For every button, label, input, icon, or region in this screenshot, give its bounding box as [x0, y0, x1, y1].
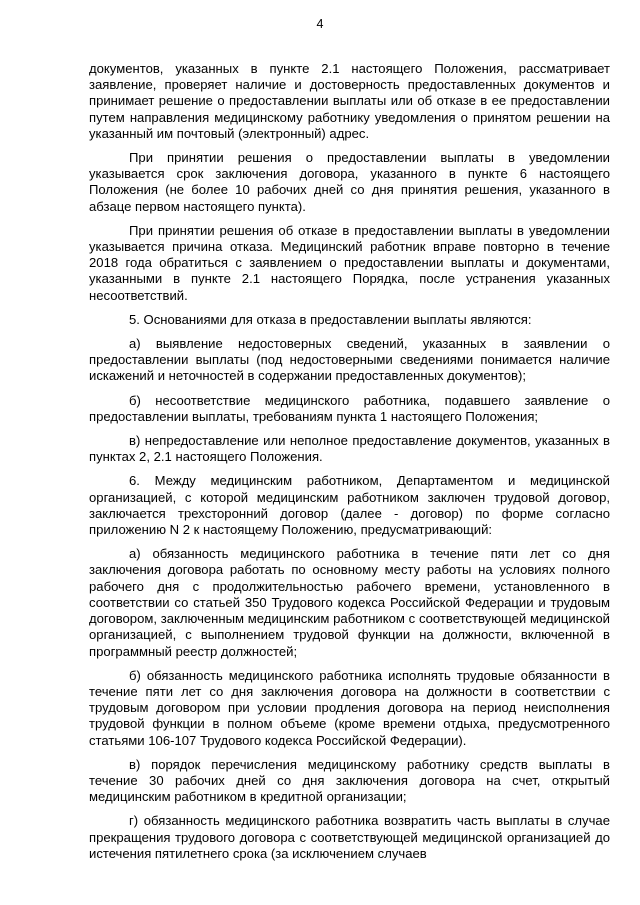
paragraph-6-item-c: в) порядок перечисления медицинскому работнику средств выплаты в течение 30 рабочих дней со дня заключения договора на счет, открытый медицинским работником в кредитной организации; [89, 756, 610, 805]
paragraph-5-item-c: в) непредоставление или неполное предоставление документов, указанных в пунктах 2, 2.1 настоящего Положения. [89, 433, 610, 465]
paragraph-continuation: документов, указанных в пункте 2.1 настоящего Положения, рассматривает заявление, проверяет наличие и достоверность предоставленных документов и принимает решение о предоставлении выплаты или об отказе в ее предоставлении путем направления медицинскому работнику уведомления о принятом решении на указанный им почтовый (электронный) адрес. [89, 61, 610, 141]
page-number: 4 [316, 17, 324, 31]
paragraph-6-item-b: б) обязанность медицинского работника исполнять трудовые обязанности в течение пяти лет со дня заключения договора на должности в соответствии с трудовым договором при условии продления договора на период неисполнения трудовой функции в полном объеме (кроме времени отдыха, предусмотренного статьями 106-107 Трудового кодекса Российской Федерации). [89, 667, 610, 748]
paragraph-5-item-b: б) несоответствие медицинского работника, подавшего заявление о предоставлении выплаты, требованиям пункта 1 настоящего Положения; [89, 392, 610, 424]
paragraph-5-item-a: а) выявление недостоверных сведений, указанных в заявлении о предоставлении выплаты (под недостоверными сведениями понимается наличие искажений и неточностей в содержании предоставленных документов); [89, 336, 610, 384]
paragraph-decision-term: При принятии решения о предоставлении выплаты в уведомлении указывается срок заключения договора, указанного в пункте 6 настоящего Положения (не более 10 рабочих дней со дня принятия решения, указанного в абзаце первом настоящего пункта). [89, 150, 610, 214]
document-body [89, 61, 610, 870]
paragraph-section-5-heading: 5. Основаниями для отказа в предоставлении выплаты являются: [129, 311, 532, 327]
paragraph-6-item-d: г) обязанность медицинского работника возвратить часть выплаты в случае прекращения трудового договора с соответствующей медицинской организацией до истечения пятилетнего срока (за исключением случаев [89, 813, 610, 861]
paragraph-6-item-a: а) обязанность медицинского работника в течение пяти лет со дня заключения договора работать по основному месту работы на условиях полного рабочего дня с продолжительностью рабочего времени, установленного в соответствии со статьей 350 Трудового кодекса Российской Федерации и трудовым договором, заключенным медицинским работником с соответствующей медицинской организацией, с выполнением трудовой функции на должности, включенной в программный реестр должностей; [89, 546, 610, 659]
paragraph-refusal-reason: При принятии решения об отказе в предоставлении выплаты в уведомлении указывается причина отказа. Медицинский работник вправе повторно в течение 2018 года обратиться с заявлением о предоставлении выплаты и документами, указанными в пункте 2.1 настоящего Порядка, после устранения указанных несоответствий. [89, 222, 610, 303]
paragraph-section-6-heading: 6. Между медицинским работником, Департаментом и медицинской организацией, с которой медицинским работником заключен трудовой договор, заключается трехсторонний договор (далее - договор) по форме согласно приложению N 2 к настоящему Положению, предусматривающий: [89, 473, 610, 538]
